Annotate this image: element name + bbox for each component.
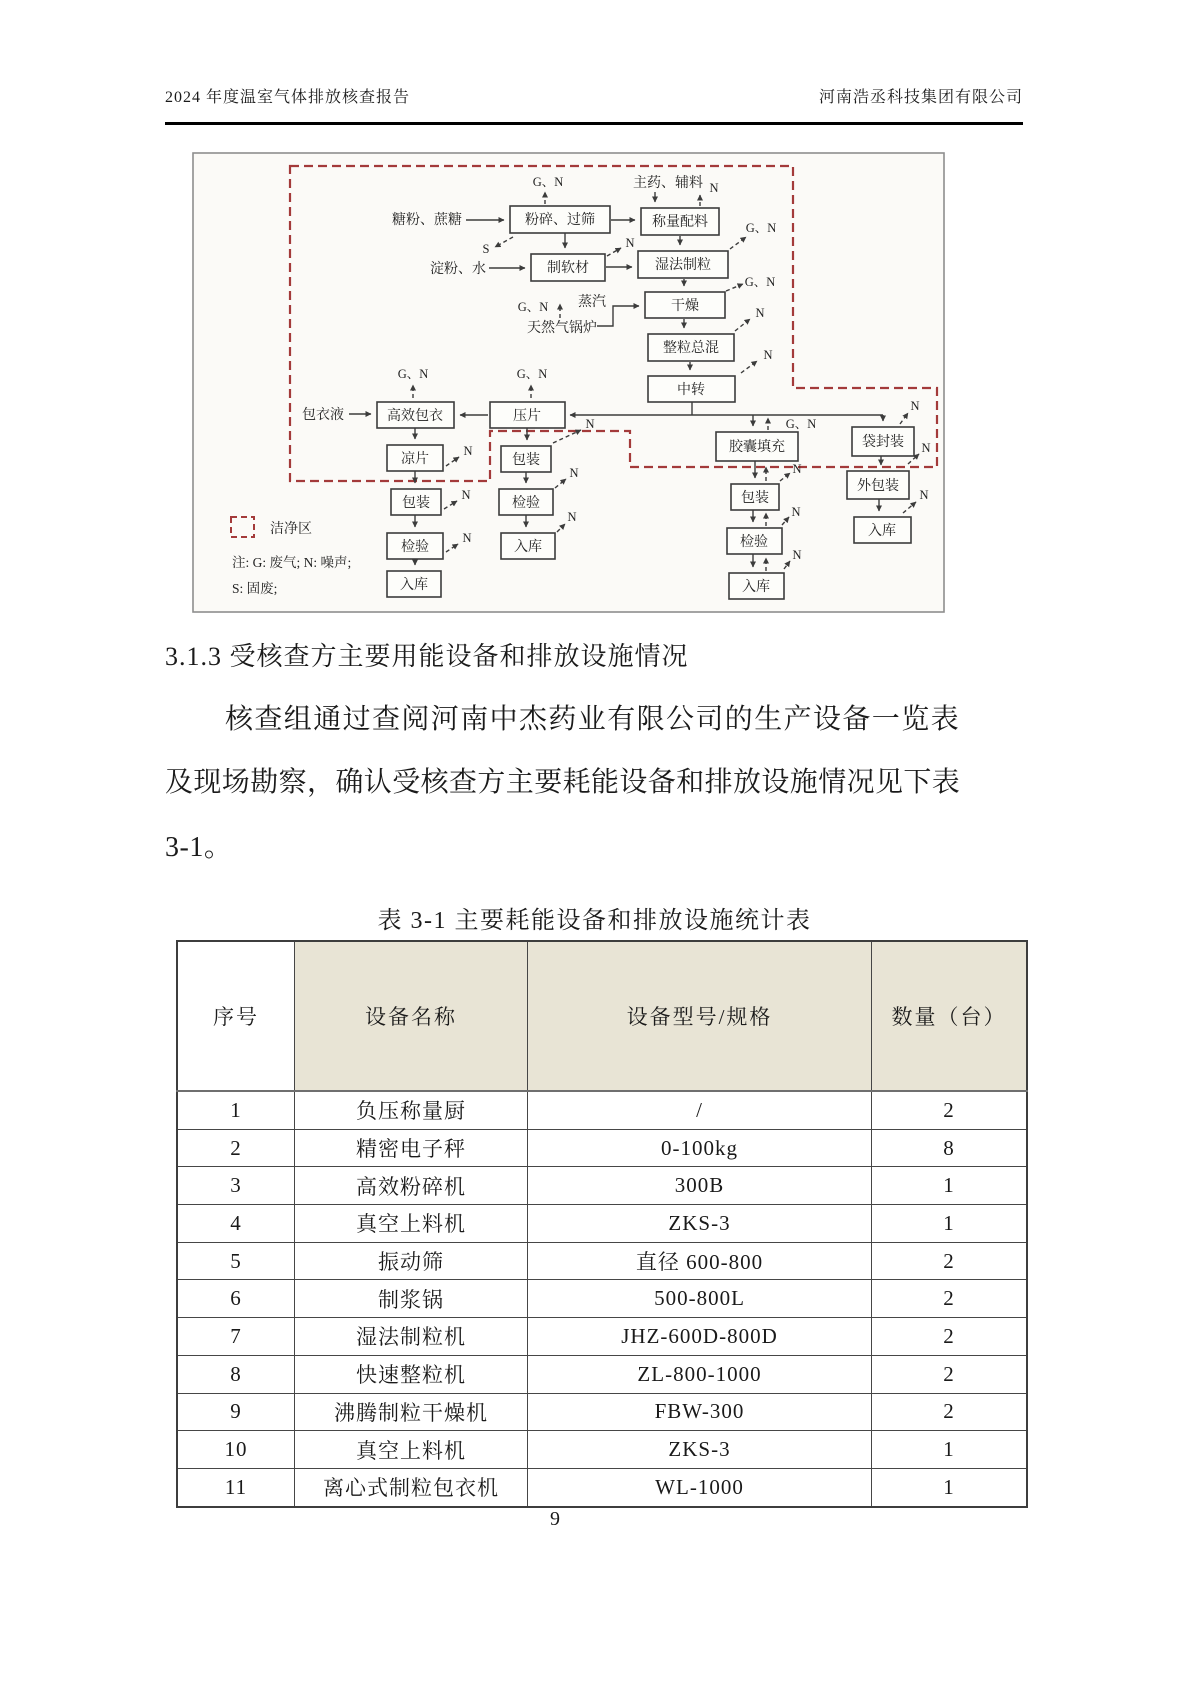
- column-header: 序号: [177, 941, 295, 1091]
- box-label: 袋封装: [862, 435, 904, 450]
- box-label: 包装: [402, 496, 430, 511]
- process-flow-diagram: [192, 152, 945, 613]
- table-row: [177, 1280, 1027, 1318]
- emission-label: G、N: [397, 367, 429, 381]
- table-row: [177, 1431, 1027, 1469]
- table-row: [177, 1129, 1027, 1167]
- table-cell: 8: [177, 1355, 295, 1393]
- table-cell: 1: [872, 1205, 1028, 1243]
- table-cell: 负压称量厨: [295, 1091, 528, 1129]
- emission-label: N: [567, 510, 577, 524]
- report-header-right: 河南浩丞科技集团有限公司: [818, 89, 1023, 106]
- table-cell: JHZ-600D-800D: [528, 1318, 872, 1356]
- box-label: 入库: [514, 540, 542, 555]
- box-label: 中转: [677, 383, 705, 398]
- box-label: 湿法制粒: [655, 258, 711, 273]
- report-header-left: 2024 年度温室气体排放核查报告: [165, 89, 411, 106]
- table-cell: 精密电子秤: [295, 1129, 528, 1167]
- legend-note-line2: S: 固废;: [232, 581, 278, 596]
- table-cell: 1: [872, 1167, 1028, 1205]
- table-cell: ZKS-3: [528, 1205, 872, 1243]
- table-cell: 500-800L: [528, 1280, 872, 1318]
- paragraph-line-3: 3-1。: [165, 832, 233, 863]
- table-cell: 10: [177, 1431, 295, 1469]
- box-label: 检验: [512, 496, 540, 511]
- table-cell: 沸腾制粒干燥机: [295, 1393, 528, 1431]
- column-header: 设备型号/规格: [528, 941, 872, 1091]
- box-label: 入库: [400, 578, 428, 593]
- table-title: 表 3-1 主要耗能设备和排放设施统计表: [377, 908, 812, 934]
- table-row: [177, 1091, 1027, 1129]
- table-row: [177, 1355, 1027, 1393]
- emission-label: G、N: [532, 175, 564, 189]
- table-cell: 1: [872, 1431, 1028, 1469]
- table-cell: 2: [872, 1242, 1028, 1280]
- table-row: [177, 1318, 1027, 1356]
- table-cell: 2: [872, 1091, 1028, 1129]
- table-cell: 真空上料机: [295, 1205, 528, 1243]
- equipment-table: [176, 940, 1013, 1508]
- emission-label: N: [763, 348, 773, 362]
- emission-label: N: [755, 306, 765, 320]
- table-row: [177, 1393, 1027, 1431]
- table-cell: 300B: [528, 1167, 872, 1205]
- table-cell: 11: [177, 1468, 295, 1506]
- column-header: 设备名称: [295, 941, 528, 1091]
- table-cell: 直径 600-800: [528, 1242, 872, 1280]
- emission-label: N: [792, 548, 802, 562]
- table-cell: /: [528, 1091, 872, 1129]
- emission-label: N: [461, 488, 471, 502]
- emission-label: G、N: [745, 221, 777, 235]
- table-cell: 7: [177, 1318, 295, 1356]
- box-label: 入库: [742, 580, 770, 595]
- table-cell: ZL-800-1000: [528, 1355, 872, 1393]
- emission-label: N: [919, 488, 929, 502]
- table-cell: 2: [872, 1318, 1028, 1356]
- table-cell: 8: [872, 1129, 1028, 1167]
- table-cell: 2: [872, 1280, 1028, 1318]
- paragraph-line-2: 及现场勘察，确认受核查方主要耗能设备和排放设施情况见下表: [165, 767, 961, 798]
- input-label: 包衣液: [302, 408, 344, 423]
- table-header: [177, 941, 1027, 1091]
- box-label: 凉片: [401, 452, 429, 467]
- table-cell: 9: [177, 1393, 295, 1431]
- header-rule: [165, 122, 1023, 125]
- box-label: 外包装: [857, 479, 899, 494]
- emission-label: N: [921, 441, 931, 455]
- table-cell: ZKS-3: [528, 1431, 872, 1469]
- input-label: 天然气锅炉: [527, 321, 597, 336]
- emission-label: G、N: [516, 367, 548, 381]
- table-row: [177, 1167, 1027, 1205]
- box-label: 高效包衣: [387, 409, 443, 424]
- table-cell: 真空上料机: [295, 1431, 528, 1469]
- box-label: 包装: [512, 453, 540, 468]
- box-label: 干燥: [671, 299, 699, 314]
- box-label: 检验: [740, 535, 768, 550]
- box-label: 称量配料: [652, 215, 708, 230]
- table-cell: 4: [177, 1205, 295, 1243]
- input-label: 淀粉、水: [430, 262, 486, 277]
- table-cell: 制浆锅: [295, 1280, 528, 1318]
- box-label: 压片: [513, 409, 541, 424]
- box-label: 制软材: [547, 261, 589, 276]
- legend-note-line1: 注: G: 废气; N: 噪声;: [232, 555, 352, 570]
- section-heading: 3.1.3 受核查方主要用能设备和排放设施情况: [165, 642, 689, 671]
- emission-label: N: [709, 181, 719, 195]
- box-label: 入库: [868, 524, 896, 539]
- table-cell: 离心式制粒包衣机: [295, 1468, 528, 1506]
- input-label: 主药、辅料: [633, 176, 703, 191]
- emission-label: S: [482, 242, 490, 256]
- table-cell: 2: [872, 1393, 1028, 1431]
- paragraph-line-1: 核查组通过查阅河南中杰药业有限公司的生产设备一览表: [225, 704, 961, 735]
- table-cell: 快速整粒机: [295, 1355, 528, 1393]
- table-cell: WL-1000: [528, 1468, 872, 1506]
- table-cell: 2: [872, 1355, 1028, 1393]
- table-cell: FBW-300: [528, 1393, 872, 1431]
- legend-clean-area-label: 洁净区: [270, 522, 312, 537]
- emission-label: N: [569, 466, 579, 480]
- emission-label: N: [585, 417, 595, 431]
- emission-label: N: [462, 531, 472, 545]
- emission-label: G、N: [744, 275, 776, 289]
- emission-label: N: [910, 399, 920, 413]
- column-header: 数量（台）: [872, 941, 1028, 1091]
- table-cell: 2: [177, 1129, 295, 1167]
- emission-label: G、N: [517, 300, 549, 314]
- table-row: [177, 1205, 1027, 1243]
- box-label: 胶囊填充: [729, 440, 785, 455]
- emission-label: G、N: [785, 417, 817, 431]
- box-label: 粉碎、过筛: [525, 213, 595, 228]
- box-label: 包装: [741, 491, 769, 506]
- table-row: [177, 1468, 1027, 1506]
- page-number: 9: [550, 1508, 560, 1530]
- table-cell: 高效粉碎机: [295, 1167, 528, 1205]
- table-cell: 3: [177, 1167, 295, 1205]
- table-cell: 5: [177, 1242, 295, 1280]
- box-label: 检验: [401, 540, 429, 555]
- table-cell: 湿法制粒机: [295, 1318, 528, 1356]
- table-row: [177, 1242, 1027, 1280]
- emission-label: N: [792, 462, 802, 476]
- input-label: 糖粉、蔗糖: [392, 213, 462, 228]
- table-cell: 1: [177, 1091, 295, 1129]
- emission-label: N: [463, 444, 473, 458]
- emission-label: N: [625, 236, 635, 250]
- table-cell: 1: [872, 1468, 1028, 1506]
- input-label: 蒸汽: [578, 295, 606, 310]
- table-cell: 振动筛: [295, 1242, 528, 1280]
- emission-label: N: [791, 505, 801, 519]
- table-cell: 0-100kg: [528, 1129, 872, 1167]
- table-cell: 6: [177, 1280, 295, 1318]
- box-label: 整粒总混: [663, 341, 719, 356]
